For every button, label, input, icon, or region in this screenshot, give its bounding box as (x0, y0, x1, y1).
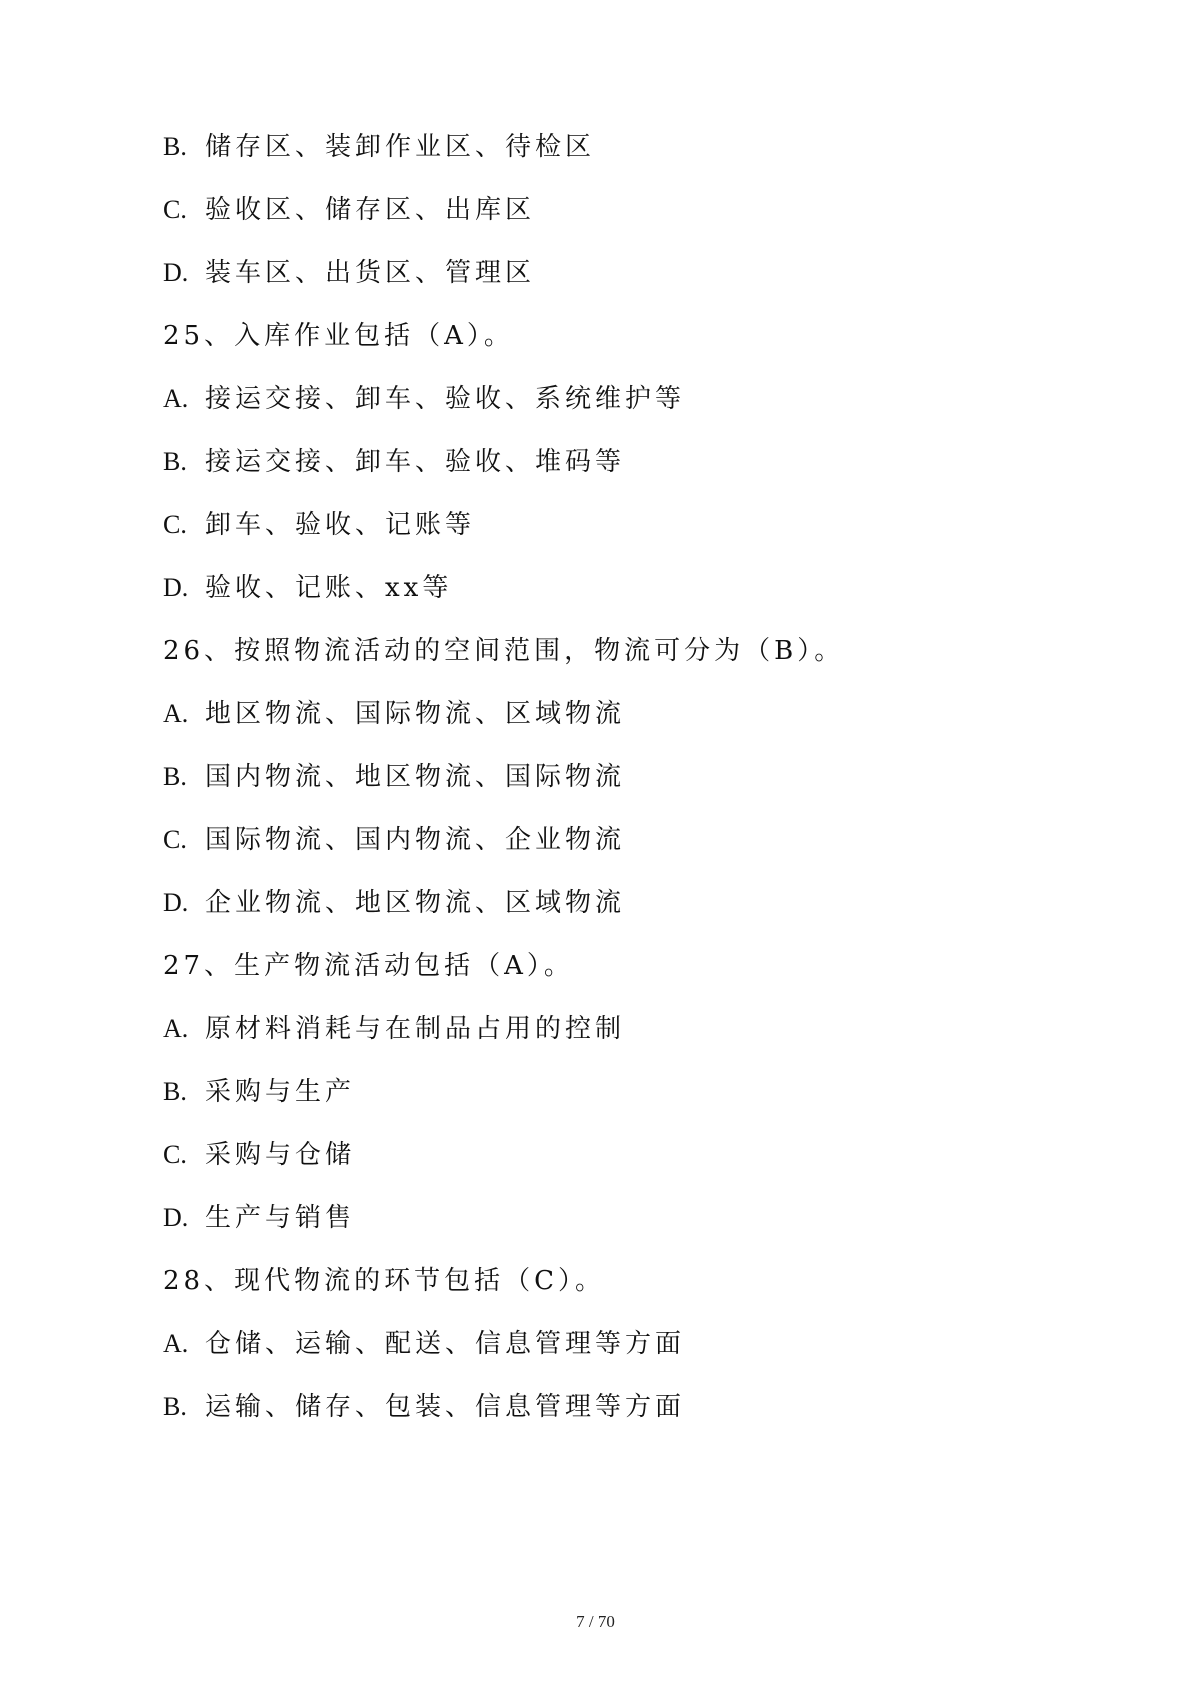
option-text: 原材料消耗与在制品占用的控制 (205, 1014, 626, 1044)
option-letter: A. (163, 1014, 189, 1043)
question-text: 25、入库作业包括（A）。 (163, 321, 514, 351)
option-line (163, 1327, 685, 1361)
option-letter: D. (163, 888, 189, 917)
option-text: 国际物流、国内物流、企业物流 (205, 825, 626, 855)
option-text: 装车区、出货区、管理区 (205, 258, 536, 288)
option-text: 验收区、储存区、出库区 (205, 195, 536, 225)
option-text: 接运交接、卸车、验收、堆码等 (205, 447, 626, 477)
option-line (163, 193, 535, 227)
question-line (163, 634, 844, 668)
option-letter: A. (163, 384, 189, 413)
option-line (163, 1075, 355, 1109)
option-text: 采购与生产 (205, 1077, 356, 1107)
option-line (163, 508, 475, 542)
option-text: 生产与销售 (205, 1203, 356, 1233)
option-line (163, 130, 595, 164)
option-letter: B. (163, 447, 187, 476)
option-line (163, 823, 625, 857)
option-line (163, 571, 452, 605)
option-line (163, 886, 625, 920)
option-text: 运输、储存、包装、信息管理等方面 (205, 1392, 686, 1422)
option-letter: C. (163, 825, 187, 854)
option-line (163, 445, 625, 479)
question-text: 26、按照物流活动的空间范围，物流可分为（B）。 (163, 636, 845, 666)
option-text: 企业物流、地区物流、区域物流 (205, 888, 626, 918)
question-line (163, 949, 574, 983)
question-line (163, 1264, 605, 1298)
question-text: 28、现代物流的环节包括（C）。 (163, 1266, 605, 1296)
question-line (163, 319, 514, 353)
option-text: 接运交接、卸车、验收、系统维护等 (205, 384, 686, 414)
option-letter: B. (163, 762, 187, 791)
option-line (163, 697, 625, 731)
option-letter: B. (163, 1392, 187, 1421)
option-letter: C. (163, 510, 187, 539)
option-line (163, 1390, 685, 1424)
option-letter: A. (163, 699, 189, 728)
option-letter: D. (163, 1203, 189, 1232)
page-number: 7 / 70 (576, 1612, 615, 1631)
option-text: 仓储、运输、配送、信息管理等方面 (205, 1329, 686, 1359)
option-letter: D. (163, 258, 189, 287)
option-line (163, 382, 685, 416)
option-line (163, 256, 535, 290)
option-text: 储存区、装卸作业区、待检区 (205, 132, 596, 162)
option-letter: D. (163, 573, 189, 602)
option-line (163, 1138, 355, 1172)
option-line (163, 1012, 625, 1046)
question-text: 27、生产物流活动包括（A）。 (163, 951, 574, 981)
option-letter: B. (163, 1077, 187, 1106)
option-letter: C. (163, 1140, 187, 1169)
option-letter: C. (163, 195, 187, 224)
option-text: 卸车、验收、记账等 (205, 510, 476, 540)
option-text: 采购与仓储 (205, 1140, 356, 1170)
option-text: 验收、记账、xx等 (205, 573, 453, 603)
option-text: 地区物流、国际物流、区域物流 (205, 699, 626, 729)
option-letter: A. (163, 1329, 189, 1358)
option-letter: B. (163, 132, 187, 161)
option-line (163, 1201, 355, 1235)
option-text: 国内物流、地区物流、国际物流 (205, 762, 626, 792)
option-line (163, 760, 625, 794)
